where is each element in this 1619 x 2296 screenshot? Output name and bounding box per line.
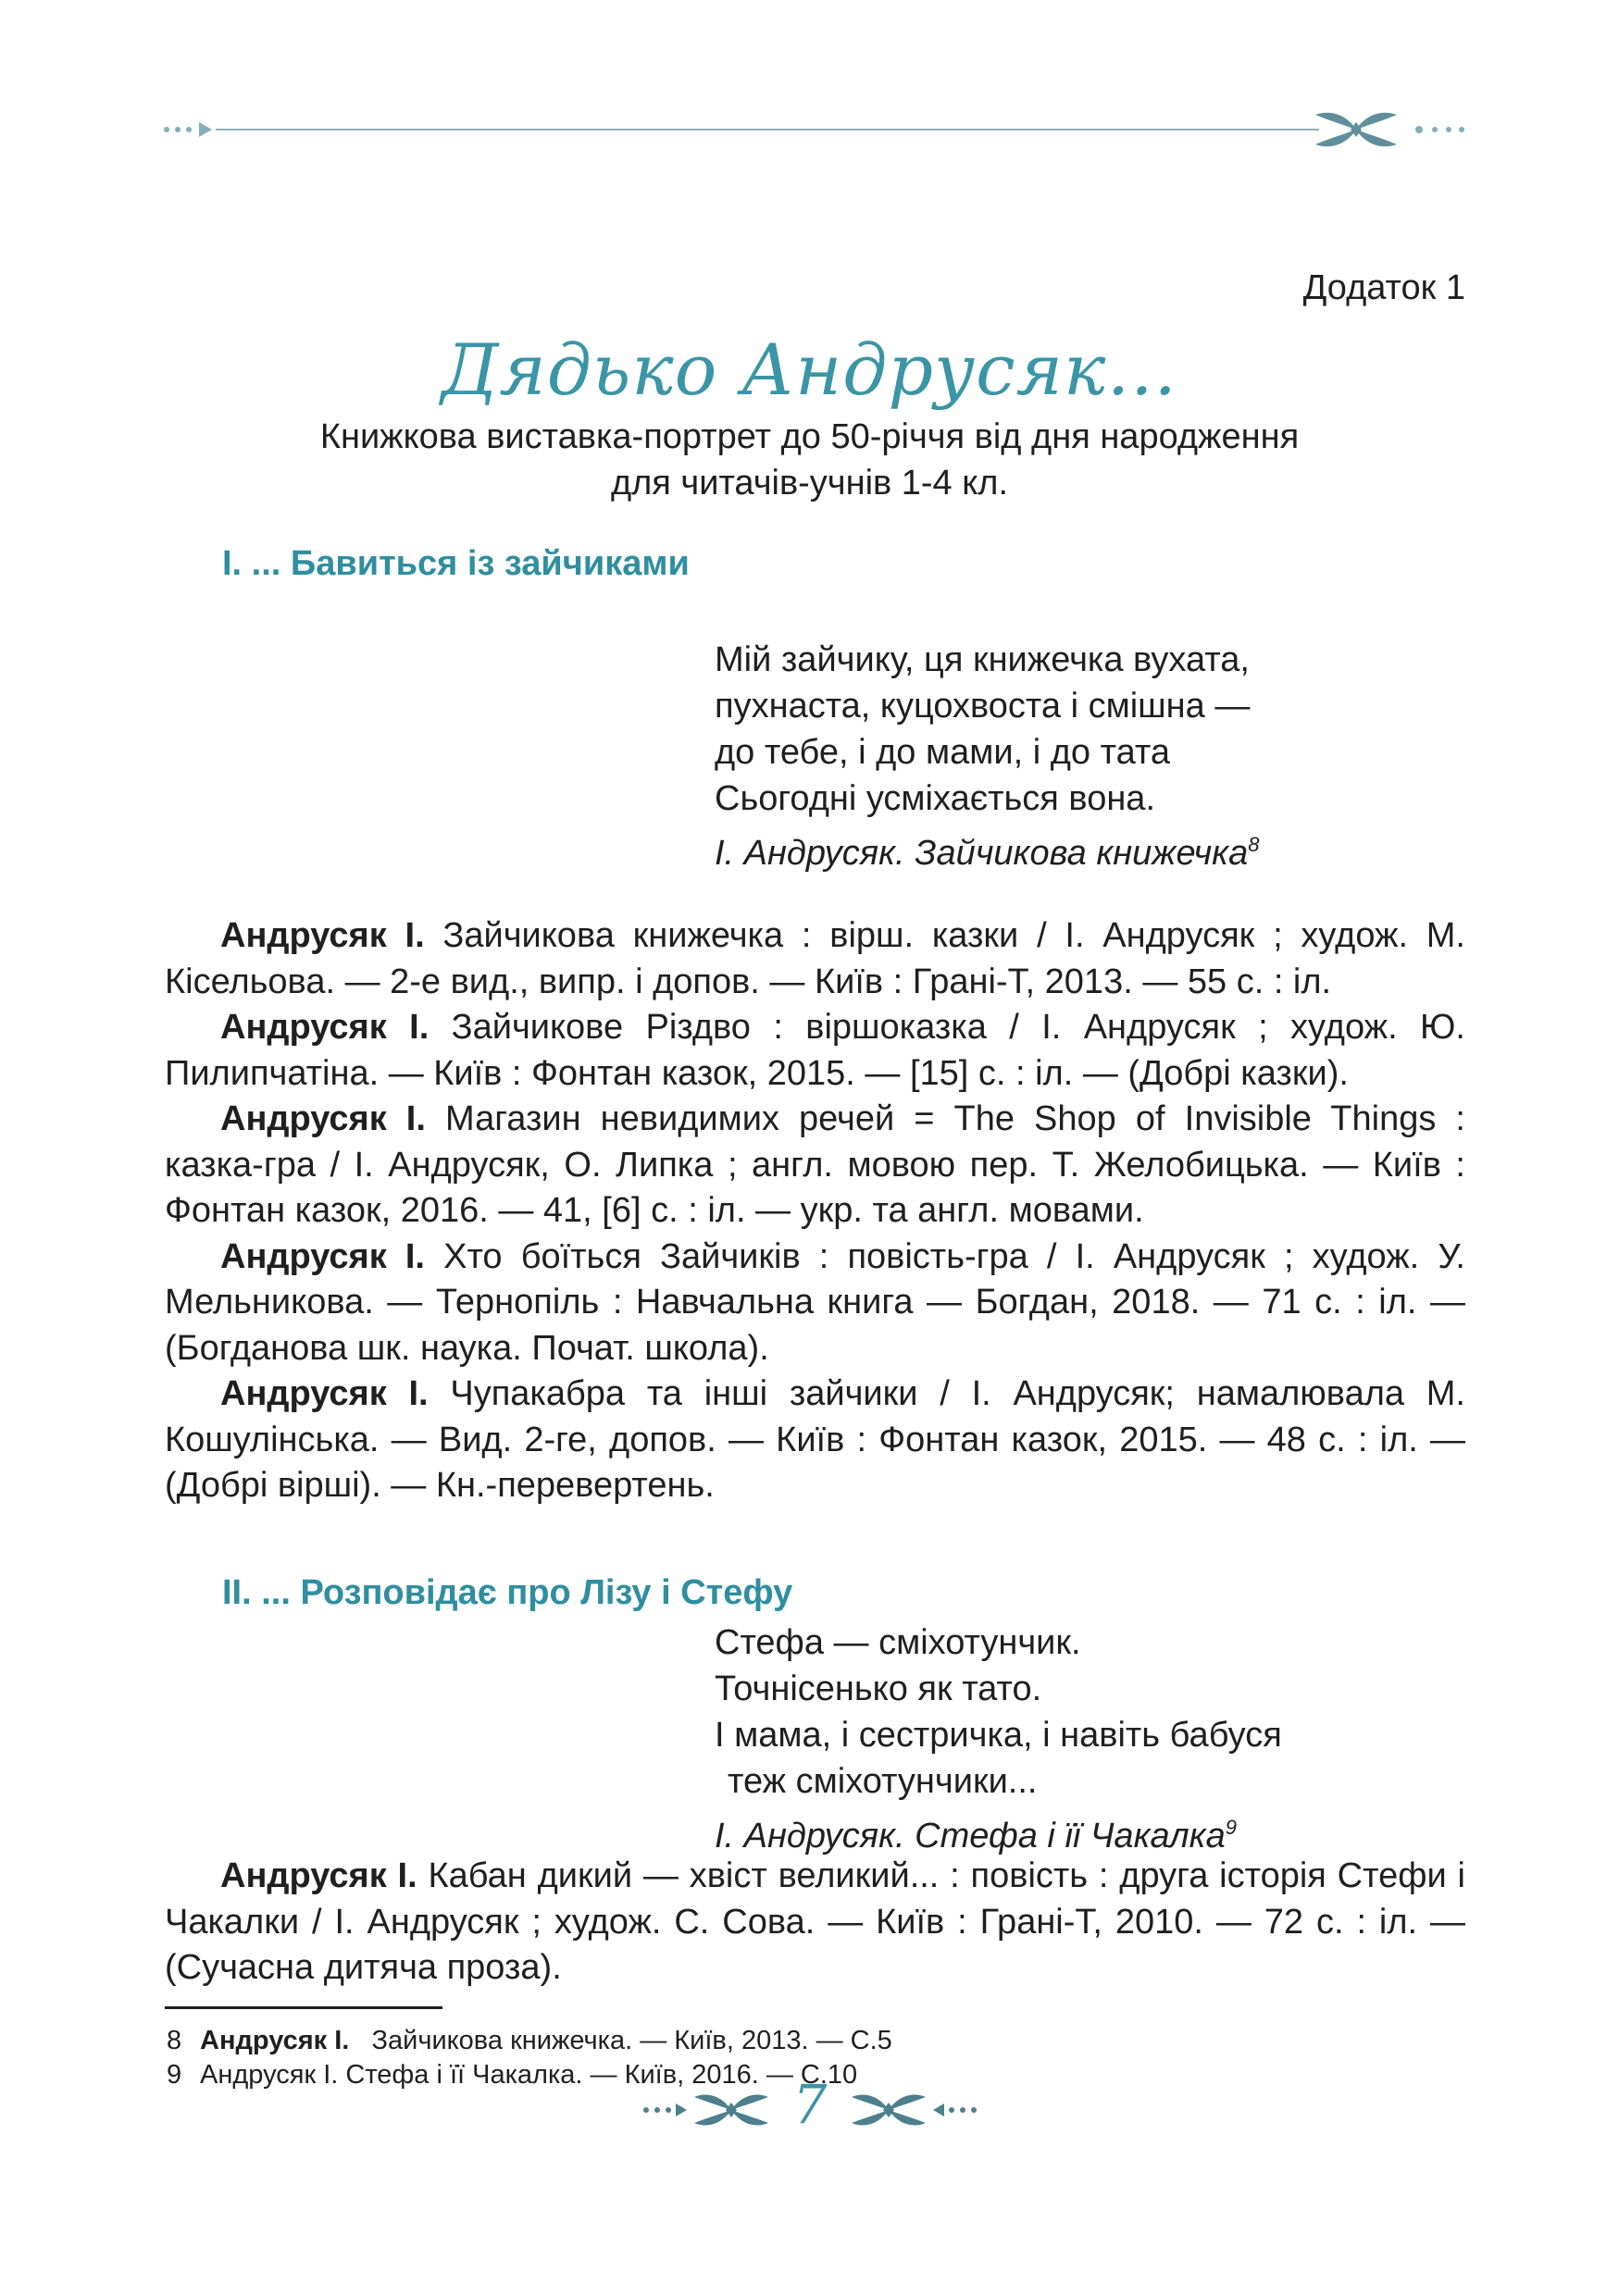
entry-author: Андрусяк І. [220,1856,417,1895]
verse-source [715,1805,1282,1859]
verse-line: до тебе, і до мами, і до тата [715,733,1170,772]
footnote-ref: 8 [1248,833,1260,856]
verse-line: Мій зайчику, ця книжечка вухата, [715,640,1250,679]
bibliography-entry [165,1005,1465,1097]
bibliography-entry [165,1097,1465,1235]
entry-text: Хто боїться Зайчиків : повість-гра / І. Андрусяк ; худож. У. Мельникова. — Тернопіль : Навчальна книга — Богдан, 2018. — 71 с. : іл. — (Богданова шк. наука. Почат. школа). [165,1236,1465,1368]
footnote-number: 9 [167,2060,182,2090]
entry-author: Андрусяк І. [220,1008,430,1047]
verse-line: І мама, і сестричка, і навіть бабуся [715,1716,1282,1755]
verse-line: Точнісенько як тато. [715,1669,1042,1708]
footnote-author: Андрусяк І. [200,2026,350,2055]
footnote-text: Зайчикова книжечка. — Київ, 2013. — С.5 [349,2026,892,2055]
subtitle-line: для читачів-учнів 1-4 кл. [610,464,1009,503]
bibliography-entry [165,1854,1465,1992]
verse-line: пухнаста, куцохвоста і смішна — [715,687,1251,726]
entry-text: Зайчикове Різдво : віршоказка / І. Андрусяк ; худож. Ю. Пилипчатіна. — Київ : Фонтан казок, 2015. — [15] с. : іл. — (Добрі казки). [165,1008,1465,1093]
bibliography-entry [165,1371,1465,1509]
footnote [167,2024,892,2058]
bibliography-entry [165,913,1465,1005]
page-number: 7 [792,2073,828,2136]
section-1-epigraph [715,637,1259,876]
section-2-epigraph [715,1620,1282,1859]
footnote-ref: 9 [1225,1816,1237,1839]
page-title: Дядько Андрусяк… [441,329,1178,411]
entry-text: Чупакабра та інші зайчики / І. Андрусяк; намалювала М. Кошулінська. — Вид. 2-ге, допов. — Київ : Фонтан казок, 2015. — 48 с. : іл. — (Добрі вірші). — Кн.-перевертень. [165,1374,1465,1505]
section-2-heading: ІІ. ... Розповідає про Лізу і Стефу [222,1573,793,1612]
verse-line: Сьогодні усміхається вона. [715,779,1156,818]
entry-text: Кабан дикий — хвіст великий... : повість : друга історія Стефи і Чакалки / І. Андрусяк ; худож. С. Сова. — Київ : Грані-Т, 2010. — 72 с. : іл. — (Сучасна дитяча проза). [165,1856,1465,1987]
entry-text: Магазин невидимих речей = The Shop of Invisible Things : казка-гра / І. Андрусяк, О. Липка ; англ. мовою пер. Т. Желобицька. — Київ : Фонтан казок, 2016. — 41, [6] с. : іл. — укр. та англ. мовами. [165,1099,1465,1230]
entry-author: Андрусяк І. [220,1374,429,1413]
entry-author: Андрусяк І. [220,916,425,955]
appendix-label: Додаток 1 [1302,268,1465,307]
subtitle [0,414,1619,506]
header-ornament [162,102,1467,157]
verse-line: теж сміхотунчики... [728,1762,1038,1801]
footnote-number: 8 [167,2026,182,2055]
entry-text: Зайчикова книжечка : вірш. казки / І. Андрусяк ; худож. М. Кісельова. — 2-е вид., випр. і допов. — Київ : Грані-Т, 2013. — 55 с. : іл. [165,916,1465,1001]
section-2-bibliography [165,1854,1465,1992]
verse-source-text: І. Андрусяк. Стефа і її Чакалка [715,1817,1226,1855]
footnote-divider [165,2006,442,2009]
footnote-text: Андрусяк І. Стефа і її Чакалка. — Київ, 2016. — С.10 [200,2060,858,2090]
section-1-heading: І. ... Бавиться із зайчиками [222,544,690,583]
entry-author: Андрусяк І. [220,1236,425,1276]
verse-source-text: І. Андрусяк. Зайчикова книжечка [715,834,1249,873]
verse-line: Стефа — сміхотунчик. [715,1623,1081,1662]
entry-author: Андрусяк І. [220,1099,426,1138]
section-1-bibliography [165,913,1465,1509]
subtitle-line: Книжкова виставка-портрет до 50-річчя від дня народження [319,417,1300,456]
verse-source [715,822,1259,876]
bibliography-entry [165,1235,1465,1372]
